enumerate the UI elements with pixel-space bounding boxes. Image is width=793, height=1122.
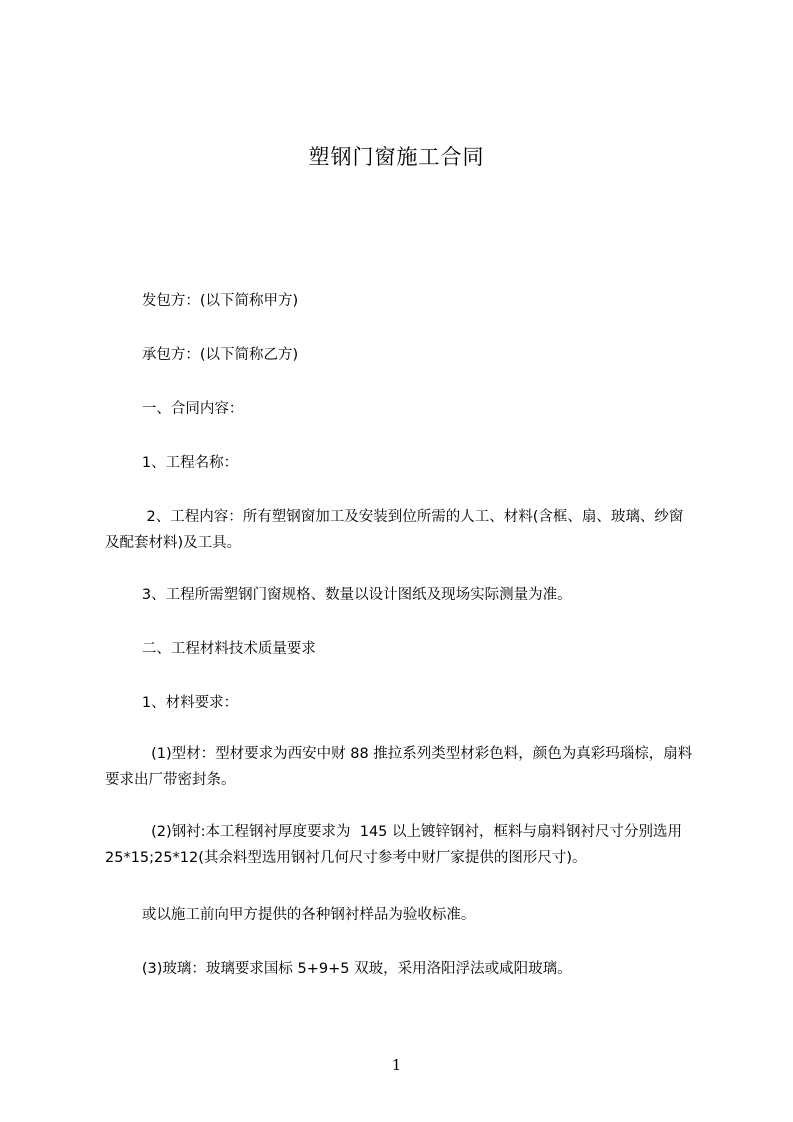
paragraph-acceptance-standard: 或以施工前向甲方提供的各种钢衬样品为验收标准。 [105,907,476,923]
document-title: 塑钢门窗施工合同 [308,145,485,169]
paragraph-steel-lining: (2)钢衬:本工程钢衬厚度要求为 145 以上镀锌钢衬，框料与扇料钢衬尺寸分别选用 25*15;25*12(其余料型选用钢衬几何尺寸参考中财厂家提供的图形尺寸)。 [105,824,687,866]
paragraph-project-name: 1、工程名称： [105,455,239,471]
paragraph-profile-material: (1)型材：型材要求为西安中财 88 推拉系列类型材彩色料，颜色为真彩玛瑙棕，扇料要求出厂带密封条。 [105,746,693,788]
paragraph-employer: 发包方：(以下简称甲方) [105,293,299,309]
paragraph-project-content: 2、工程内容：所有塑钢窗加工及安装到位所需的人工、材料(含框、扇、玻璃、纱窗及配套材料)及工具。 [105,509,684,551]
paragraph-contractor: 承包方：(以下简称乙方) [105,347,299,363]
paragraph-project-specs: 3、工程所需塑钢门窗规格、数量以设计图纸及现场实际测量为准。 [105,587,572,603]
page-number: 1 [391,1056,402,1074]
section-heading-contract-content: 一、合同内容： [105,401,244,417]
paragraph-material-requirements: 1、材料要求： [105,695,239,711]
paragraph-glass: (3)玻璃：玻璃要求国标 5+9+5 双玻，采用洛阳浮法或咸阳玻璃。 [105,961,572,977]
section-heading-material-quality: 二、工程材料技术质量要求 [105,641,316,657]
